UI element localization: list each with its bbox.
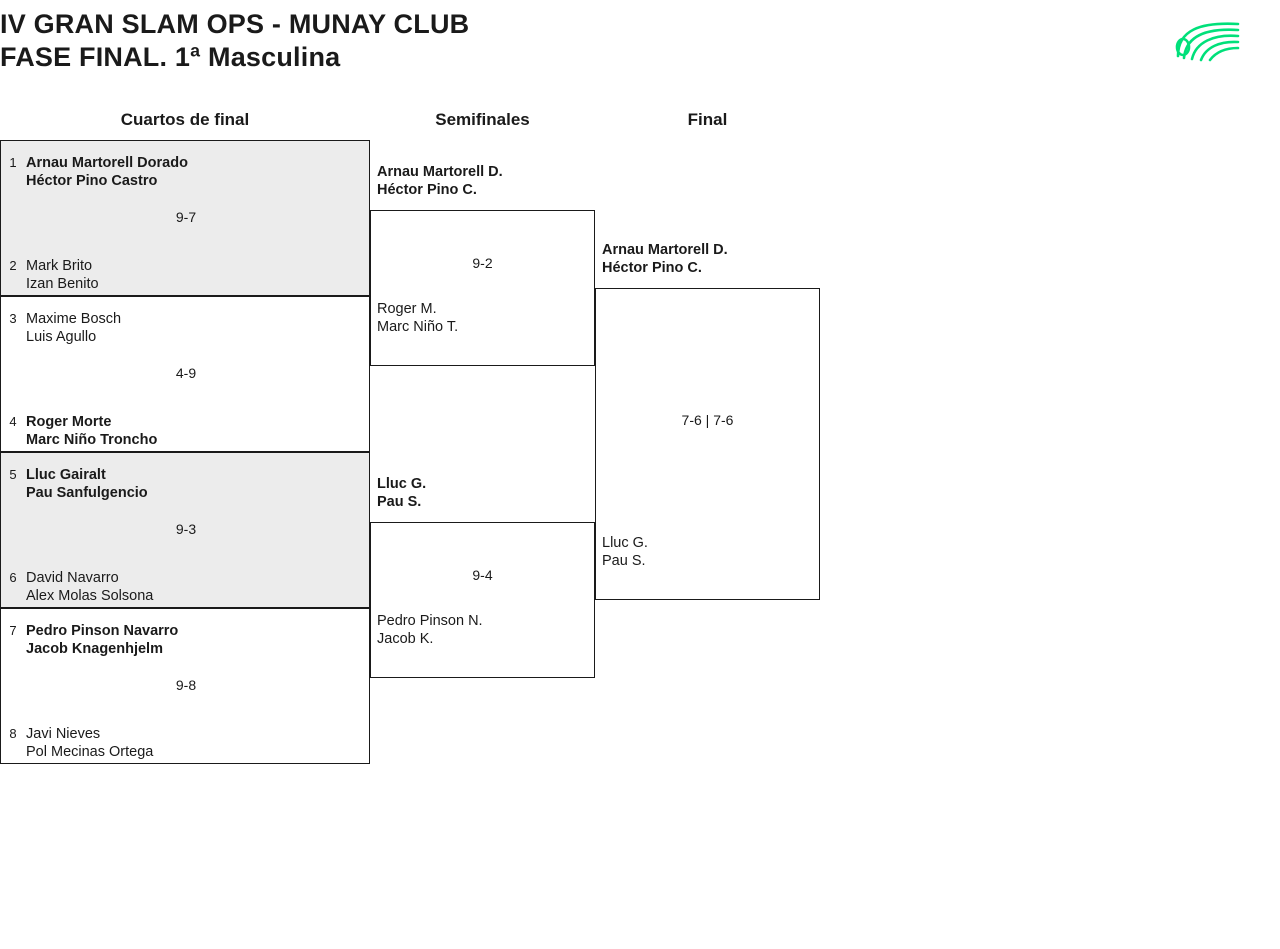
player-name: Héctor Pino Castro [26, 173, 158, 189]
match-connector-box [370, 522, 595, 678]
page-title-line-2: FASE FINAL. 1ª Masculina [0, 42, 341, 72]
team-slot-bottom [26, 257, 99, 293]
page-title-line-1: IV GRAN SLAM OPS - MUNAY CLUB [0, 9, 470, 39]
player-name: Pau S. [377, 494, 422, 510]
team-slot-top [377, 163, 503, 199]
match-quarterfinal-1[interactable] [0, 140, 370, 296]
match-score: 4-9 [175, 365, 197, 381]
player-name: Maxime Bosch [26, 311, 122, 327]
team-slot-bottom [26, 413, 157, 449]
seed-number: 1 [9, 155, 17, 170]
player-name: Roger Morte [26, 414, 112, 430]
player-name: Pau S. [602, 553, 646, 569]
player-name: Arnau Martorell D. [602, 242, 728, 258]
player-name: Héctor Pino C. [377, 182, 477, 198]
player-name: Héctor Pino C. [602, 260, 702, 276]
player-name: Izan Benito [26, 276, 99, 292]
player-name: Lluc G. [377, 476, 427, 492]
team-slot-bottom [377, 300, 458, 336]
player-name: Marc Niño Troncho [26, 432, 158, 448]
player-name: Pau Sanfulgencio [26, 485, 148, 501]
match-final[interactable] [595, 230, 820, 610]
player-name: Lluc Gairalt [26, 467, 106, 483]
player-name: Javi Nieves [26, 726, 101, 742]
seed-number: 6 [9, 570, 17, 585]
player-name: Marc Niño T. [377, 319, 459, 335]
player-name: Lluc G. [602, 535, 648, 551]
round-heading-final: Final [687, 110, 728, 129]
match-score: 9-7 [175, 209, 197, 225]
team-slot-bottom [26, 569, 153, 605]
seed-number: 2 [9, 258, 17, 273]
player-name: Jacob Knagenhjelm [26, 641, 163, 657]
player-name: Mark Brito [26, 258, 93, 274]
round-heading-quarterfinals: Cuartos de final [120, 110, 250, 129]
player-name: Alex Molas Solsona [26, 588, 154, 604]
player-name: Pol Mecinas Ortega [26, 744, 154, 760]
match-score: 9-2 [472, 255, 493, 271]
player-name: Pedro Pinson Navarro [26, 623, 179, 639]
player-name: David Navarro [26, 570, 119, 586]
match-score: 7-6 | 7-6 [681, 412, 734, 428]
team-slot-top [26, 310, 121, 346]
player-name: Arnau Martorell Dorado [26, 155, 188, 171]
match-score: 9-8 [175, 677, 197, 693]
page-title [0, 8, 1100, 74]
munay-club-logo-icon [1174, 18, 1242, 64]
round-heading-semifinals: Semifinales [435, 110, 530, 129]
team-slot-bottom [26, 725, 153, 761]
seed-number: 4 [9, 414, 17, 429]
team-slot-bottom [602, 534, 648, 570]
match-connector-box [370, 210, 595, 366]
match-score: 9-4 [472, 567, 493, 583]
match-quarterfinal-2[interactable] [0, 296, 370, 452]
team-slot-top [26, 622, 178, 658]
match-quarterfinal-3[interactable] [0, 452, 370, 608]
player-name: Arnau Martorell D. [377, 164, 503, 180]
seed-number: 8 [9, 726, 17, 741]
team-slot-top [26, 466, 148, 502]
team-slot-bottom [377, 612, 483, 648]
seed-number: 3 [9, 311, 17, 326]
team-slot-top [26, 154, 188, 190]
player-name: Jacob K. [377, 631, 434, 647]
match-quarterfinal-4[interactable] [0, 608, 370, 764]
seed-number: 5 [9, 467, 17, 482]
seed-number: 7 [9, 623, 17, 638]
player-name: Roger M. [377, 301, 437, 317]
player-name: Pedro Pinson N. [377, 613, 483, 629]
team-slot-top [377, 475, 426, 511]
match-semifinal-2[interactable] [370, 464, 595, 688]
team-slot-top [602, 241, 728, 277]
match-semifinal-1[interactable] [370, 152, 595, 376]
match-score: 9-3 [175, 521, 197, 537]
player-name: Luis Agullo [26, 329, 97, 345]
